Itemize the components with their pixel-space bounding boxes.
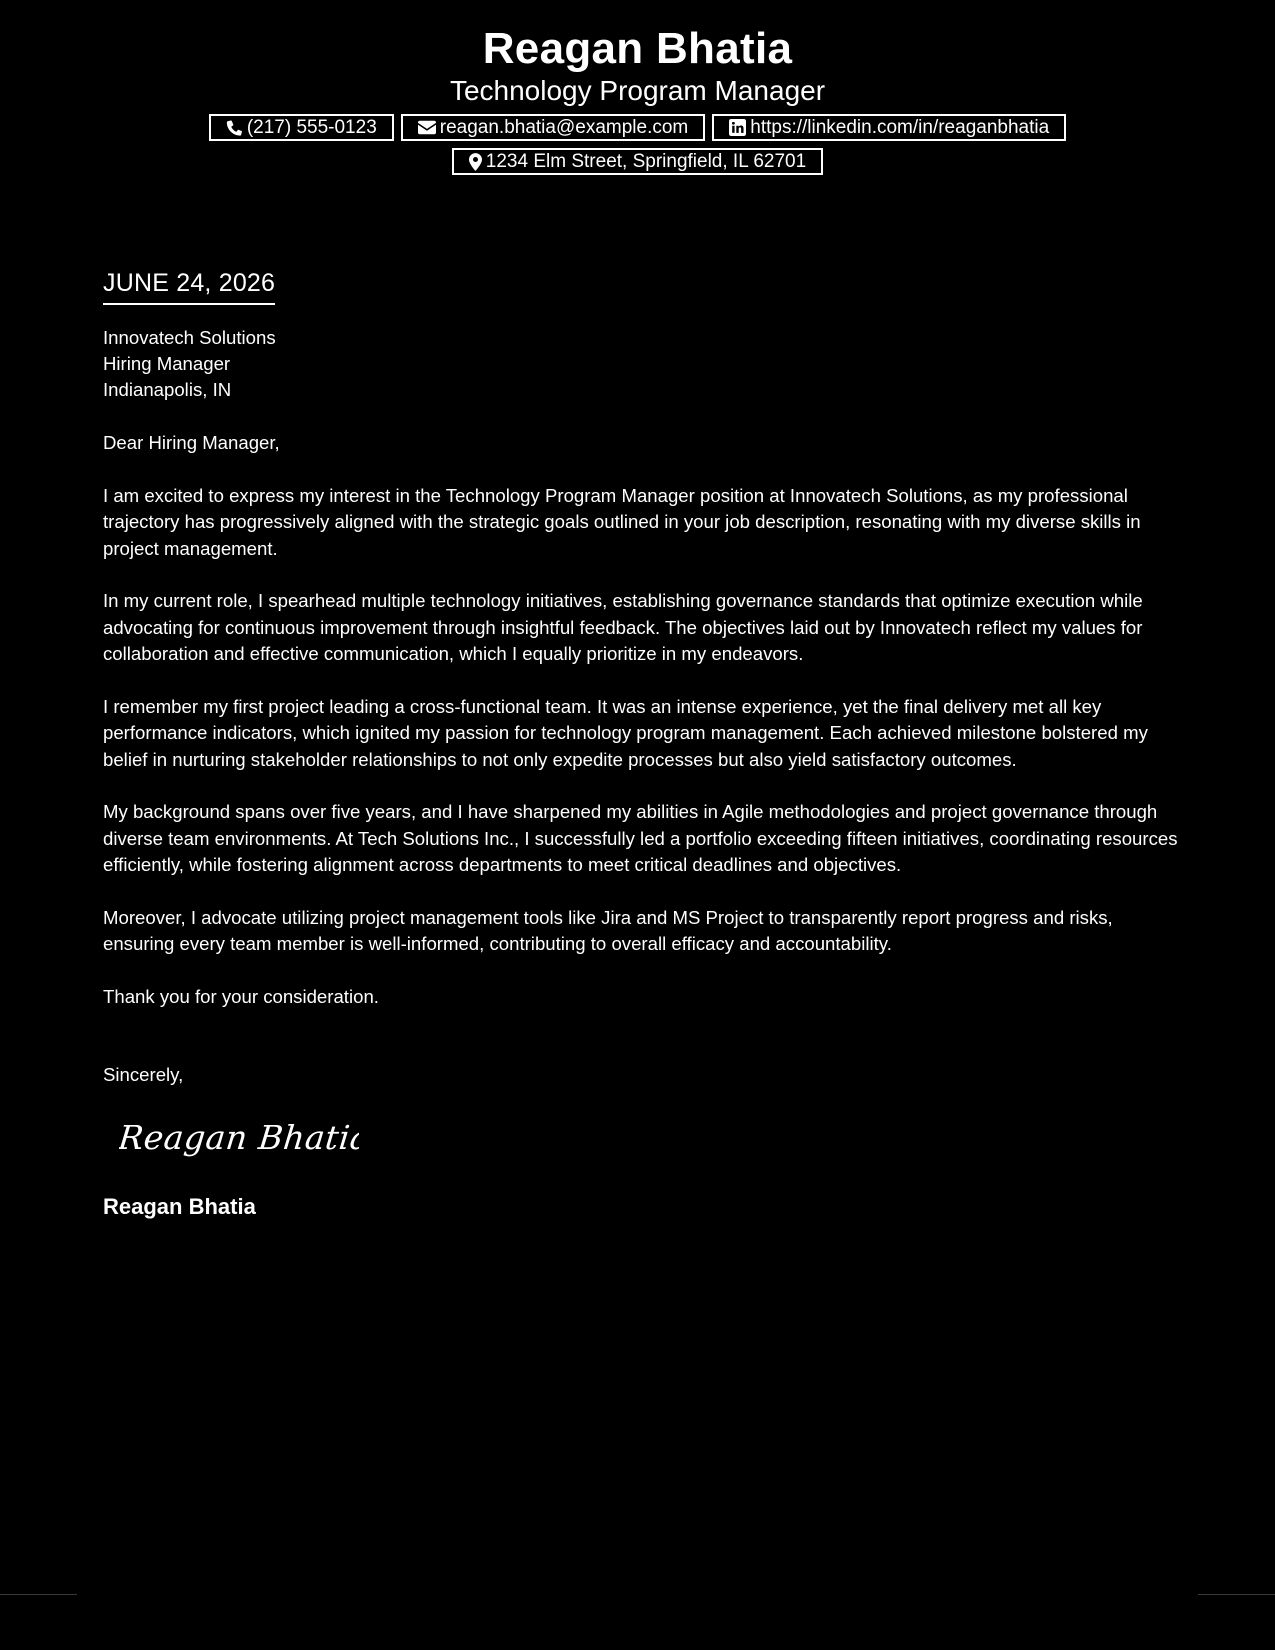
body-paragraph: Moreover, I advocate utilizing project management tools like Jira and MS Project to transparently report progress and risks, ensuring every team member is well-informed, contributing to overall efficacy and accountability. [103, 906, 1113, 954]
email-text: reagan.bhatia@example.com [439, 117, 689, 138]
thank-you-line: Thank you for your consideration. [103, 985, 379, 1007]
signer-name: Reagan Bhatia [103, 1194, 256, 1219]
phone-icon [226, 119, 243, 136]
body-paragraph: I am excited to express my interest in the Technology Program Manager position at Innovatech Solutions, as my professional trajectory has progressively aligned with the strategic goals outlined in your job description, resonating with my diverse skills in project management. [103, 484, 1141, 559]
footer-rule-left [0, 1594, 77, 1595]
address-row [0, 148, 1275, 175]
recipient-block [103, 325, 1178, 403]
linkedin-icon [729, 119, 746, 136]
address-chip[interactable] [452, 148, 823, 175]
map-marker-icon [469, 153, 482, 171]
letter-header [0, 22, 1275, 175]
address-text: 1234 Elm Street, Springfield, IL 62701 [485, 151, 807, 172]
linkedin-chip[interactable] [712, 114, 1066, 141]
linkedin-text: https://linkedin.com/in/reaganbhatia [750, 117, 1050, 138]
body-paragraph: I remember my first project leading a cross-functional team. It was an intense experience, yet the final delivery met all key performance indicators, which ignited my passion for technology program management. Each achieved milestone bolstered my belief in nurturing stakeholder relationships to not only expedite processes but also yield satisfactory outcomes. [103, 695, 1148, 770]
body-paragraph: My background spans over five years, and I have sharpened my abilities in Agile methodologies and project governance through diverse team environments. At Tech Solutions Inc., I successfully led a portfolio exceeding fifteen initiatives, coordinating resources efficiently, while fostering alignment across departments to meet critical deadlines and objectives. [103, 801, 1178, 875]
envelope-icon [418, 120, 436, 135]
applicant-name: Reagan Bhatia [482, 24, 793, 73]
handwritten-signature [119, 1115, 359, 1165]
recipient-role: Hiring Manager [103, 353, 231, 374]
recipient-location: Indianapolis, IN [103, 379, 232, 400]
footer-rule-right [1198, 1594, 1275, 1595]
salutation: Dear Hiring Manager, [103, 432, 280, 453]
applicant-title: Technology Program Manager [449, 75, 826, 106]
phone-text: (217) 555-0123 [246, 117, 377, 138]
email-chip[interactable] [401, 114, 705, 141]
closing: Sincerely, [103, 1064, 184, 1085]
letter-body [103, 266, 1178, 1222]
signature-image [119, 1115, 1178, 1173]
body-paragraph: In my current role, I spearhead multiple technology initiatives, establishing governance standards that optimize execution while advocating for continuous improvement through insightful feedback. The objectives laid out by Innovatech reflect my values for collaboration and effective communication, which I equally prioritize in my endeavors. [103, 590, 1143, 664]
recipient-company: Innovatech Solutions [103, 327, 276, 348]
phone-chip[interactable] [209, 114, 394, 141]
svg-text:Reagan Bhatia: Reagan Bhatia [119, 1117, 359, 1157]
letter-date: JUNE 24, 2026 [103, 266, 275, 305]
contact-row [0, 114, 1275, 141]
